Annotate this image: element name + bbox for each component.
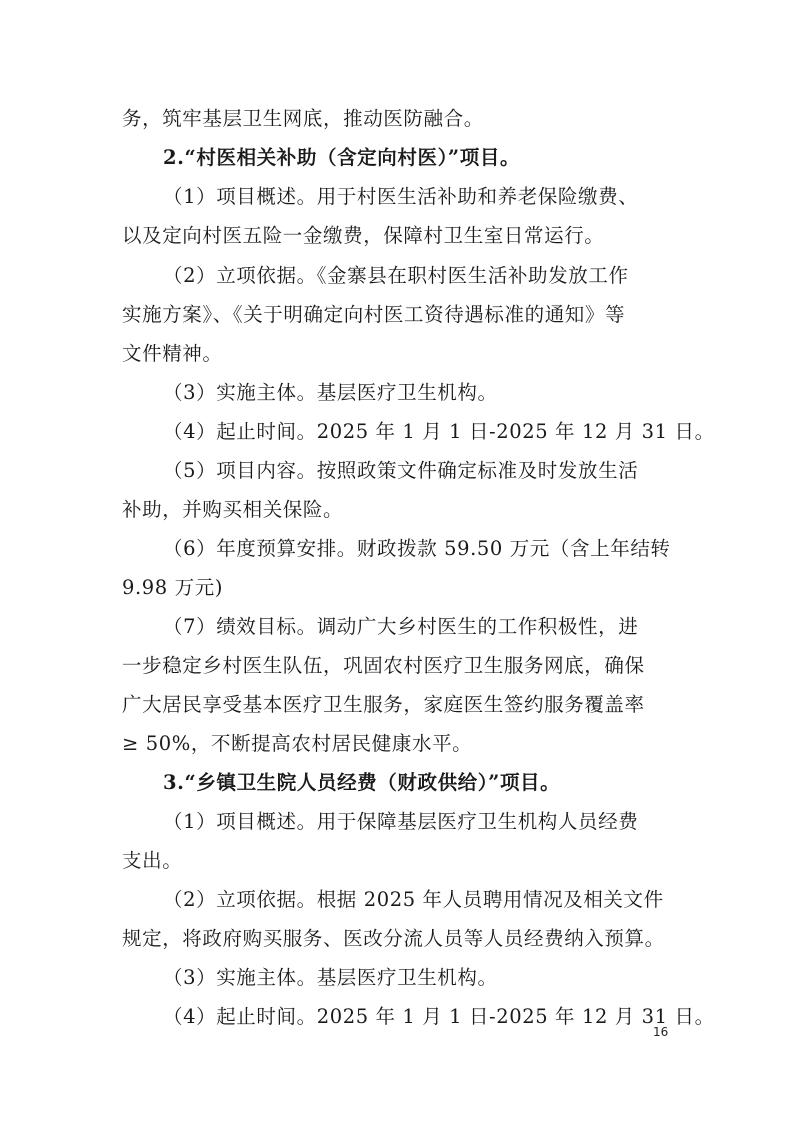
paragraph-line: 补助，并购买相关保险。	[122, 498, 344, 521]
page-number: 16	[653, 1025, 669, 1039]
paragraph-line: （1）项目概述。用于村医生活补助和养老保险缴费、	[163, 185, 639, 208]
paragraph-line: 支出。	[122, 849, 183, 872]
paragraph-line: （3）实施主体。基层医疗卫生机构。	[163, 381, 498, 404]
paragraph-line: （2）立项依据。《金寨县在职村医生活补助发放工作	[163, 264, 629, 287]
paragraph-line: （2）立项依据。根据 2025 年人员聘用情况及相关文件	[163, 888, 664, 911]
paragraph-line: （3）实施主体。基层医疗卫生机构。	[163, 966, 498, 989]
paragraph-line: （4）起止时间。2025 年 1 月 1 日-2025 年 12 月 31 日。	[163, 420, 715, 443]
section-heading-2: 2.“村医相关补助（含定向村医）”项目。	[163, 146, 521, 169]
paragraph-line: （1）项目概述。用于保障基层医疗卫生机构人员经费	[163, 810, 639, 833]
paragraph-line: 务，筑牢基层卫生网底，推动医防融合。	[122, 107, 484, 130]
section-heading-3: 3.“乡镇卫生院人员经费（财政供给）”项目。	[163, 771, 561, 794]
paragraph-line: ≥ 50%，不断提高农村居民健康水平。	[122, 732, 473, 755]
paragraph-line: 广大居民享受基本医疗卫生服务，家庭医生签约服务覆盖率	[122, 693, 645, 716]
paragraph-line: （4）起止时间。2025 年 1 月 1 日-2025 年 12 月 31 日。	[163, 1005, 715, 1028]
paragraph-line: （6）年度预算安排。财政拨款 59.50 万元（含上年结转	[163, 537, 671, 560]
paragraph-line: 文件精神。	[122, 342, 223, 365]
paragraph-line: 一步稳定乡村医生队伍，巩固农村医疗卫生服务网底，确保	[122, 654, 645, 677]
paragraph-line: 实施方案》、《关于明确定向村医工资待遇标准的通知》等	[122, 303, 626, 326]
paragraph-line: （7）绩效目标。调动广大乡村医生的工作积极性，进	[163, 615, 639, 638]
paragraph-line: 规定，将政府购买服务、医改分流人员等人员经费纳入预算。	[122, 927, 665, 950]
paragraph-line: 以及定向村医五险一金缴费，保障村卫生室日常运行。	[122, 224, 605, 247]
paragraph-line: （5）项目内容。按照政策文件确定标准及时发放生活	[163, 459, 639, 482]
paragraph-line: 9.98 万元)	[122, 576, 224, 599]
